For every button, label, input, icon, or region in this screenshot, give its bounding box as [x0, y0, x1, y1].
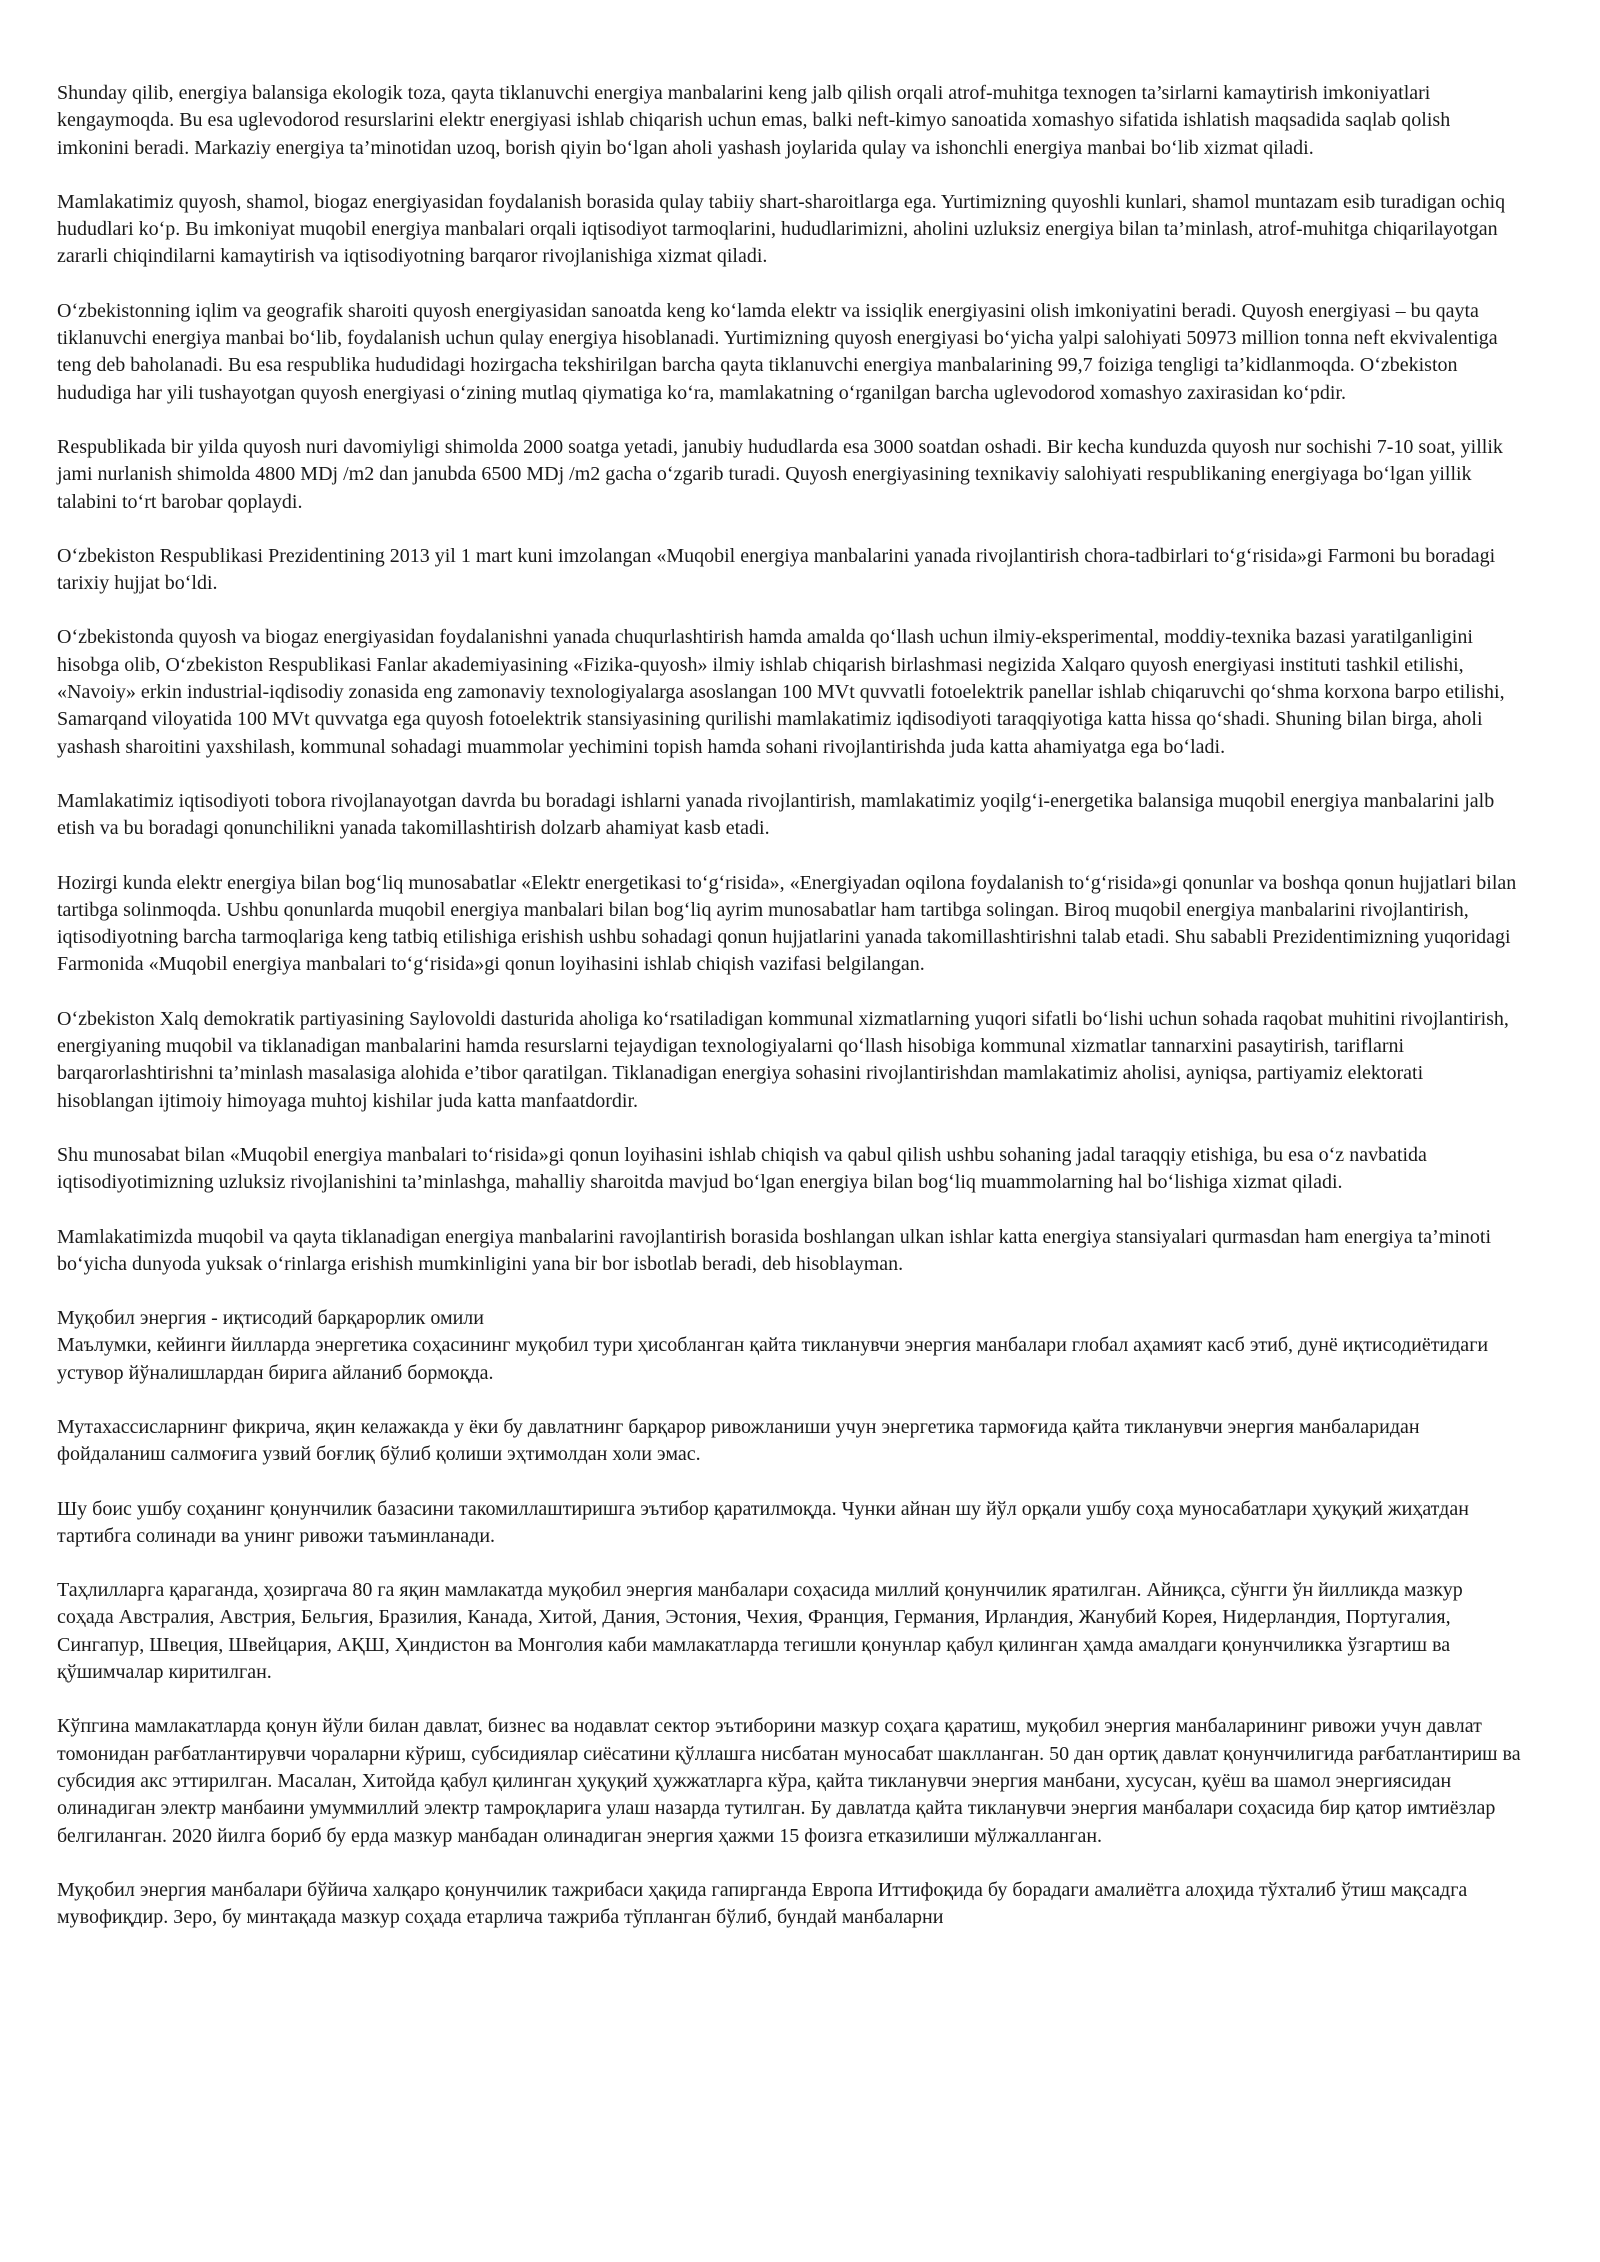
paragraph-8: Hozirgi kunda elektr energiya bilan bog‘liq munosabatlar «Elektr energetikasi to‘g‘risida», «Energiyadan oqilona foydalanish to‘g‘risida»gi qonunlar va boshqa qonun hujjatlari bilan tartibga solinmoqda. Ushbu qonunlarda muqobil energiya manbalari bilan bog‘liq ayrim munosabatlar ham tartibga solingan. Biroq muqobil energiya manbalarini rivojlantirish, iqtisodiyotning barcha tarmoqlariga keng tatbiq etilishiga erishish ushbu sohadagi qonun hujjatlarini yanada takomillashtirishni talab etadi. Shu sababli Prezidentimizning yuqoridagi Farmonida «Muqobil energiya manbalari to‘g‘risida»gi qonun loyihasini ishlab chiqish vazifasi belgilangan.: [57, 871, 1517, 976]
document-body: [57, 80, 1522, 1958]
paragraph-5: O‘zbekiston Respublikasi Prezidentining 2013 yil 1 mart kuni imzolangan «Muqobil energiya manbalarini yanada rivojlantirish chora-tadbirlari to‘g‘risida»gi Farmoni bu boradagi tarixiy hujjat bo‘ldi.: [57, 544, 1496, 595]
paragraph-7: Mamlakatimiz iqtisodiyoti tobora rivojlanayotgan davrda bu boradagi ishlarni yanada rivojlantirish, mamlakatimiz yoqilg‘i-energetika balansiga muqobil energiya manbalarini jalb etish va bu boradagi qonunchilikni yanada takomillashtirish dolzarb ahamiyat kasb etadi.: [57, 789, 1495, 840]
paragraph-10: Shu munosabat bilan «Muqobil energiya manbalari to‘risida»gi qonun loyihasini ishlab chiqish va qabul qilish ushbu sohaning jadal taraqqiy etishiga, bu esa o‘z navbatida iqtisodiyotimizning uzluksiz rivojlanishini ta’minlashga, mahalliy sharoitda mavjud bo‘lgan energiya bilan bog‘liq muammolarning hal bo‘lishiga xizmat qiladi.: [57, 1143, 1427, 1194]
cyrillic-paragraph-2: Мутахассисларнинг фикрича, яқин келажакда у ёки бу давлатнинг барқарор ривожланиши учун энергетика тармоғида қайта тикланувчи энергия манбаларидан фойдаланиш салмоғига узвий боғлиқ бўлиб қолиши эҳтимолдан холи эмас.: [57, 1415, 1420, 1466]
cyrillic-paragraph-3: Шу боис ушбу соҳанинг қонунчилик базасини такомиллаштиришга эътибор қаратилмоқда. Чунки айнан шу йўл орқали ушбу соҳа муносабатлари ҳуқуқий жиҳатдан тартибга солинади ва унинг ривожи таъминланади.: [57, 1497, 1469, 1547]
cyrillic-paragraph-5: Кўпгина мамлакатларда қонун йўли билан давлат, бизнес ва нодавлат сектор эътиборини мазкур соҳага қаратиш, муқобил энергия манбаларининг ривожи учун давлат томонидан рағбатлантирувчи чораларни кўриш, субсидиялар сиёсатини қўллашга нисбатан муносабат шаклланган. 50 дан ортиқ давлат қонунчилигида рағбатлантириш ва субсидия акс эттирилган. Масалан, Хитойда қабул қилинган ҳуқуқий ҳужжатларга кўра, қайта тикланувчи энергия манбани, хусусан, қуёш ва шамол энергиясидан олинадиган электр манбаини умуммиллий электр тамроқларига улаш назарда тутилган. Бу давлатда қайта тикланувчи энергия манбалари соҳасида бир қатор имтиёзлар белгиланган. 2020 йилга бориб бу ерда мазкур манбадан олинадиган энергия ҳажми 15 фоизга етказилиши мўлжалланган.: [57, 1715, 1521, 1847]
paragraph-3: O‘zbekistonning iqlim va geografik sharoiti quyosh energiyasidan sanoatda keng ko‘lamda elektr va issiqlik energiyasini olish imkoniyatini beradi. Quyosh energiyasi – bu qayta tiklanuvchi energiya manbai bo‘lib, foydalanish uchun qulay energiya hisoblanadi. Yurtimizning quyosh energiyasi bo‘yicha yalpi salohiyati 50973 million tonna neft ekvivalentiga teng deb baholanadi. Bu esa respublika hududidagi hozirgacha tekshirilgan barcha qayta tiklanuvchi energiya manbalarining 99,7 foiziga tengligi ta’kidlanmoqda. O‘zbekiston hududiga har yili tushayotgan quyosh energiyasi o‘zining mutlaq qiymatiga ko‘ra, mamlakatning o‘rganilgan barcha uglevodorod xomashyo zaxirasidan ko‘pdir.: [57, 299, 1498, 404]
paragraph-4: Respublikada bir yilda quyosh nuri davomiyligi shimolda 2000 soatga yetadi, janubiy hududlarda esa 3000 soatdan oshadi. Bir kecha kunduzda quyosh nur sochishi 7-10 soat, yillik jami nurlanish shimolda 4800 MDj /m2 dan janubda 6500 MDj /m2 gacha o‘zgarib turadi. Quyosh energiyasining texnikaviy salohiyati respublikaning energiyaga bo‘lgan yillik talabini to‘rt barobar qoplaydi.: [57, 435, 1503, 513]
paragraph-6: O‘zbekistonda quyosh va biogaz energiyasidan foydalanishni yanada chuqurlashtirish hamda amalda qo‘llash uchun ilmiy-eksperimental, moddiy-texnika bazasi yaratilganligini hisobga olib, O‘zbekiston Respublikasi Fanlar akademiyasining «Fizika-quyosh» ilmiy ishlab chiqarish birlashmasi negizida Xalqaro quyosh energiyasi instituti tashkil etilishi, «Navoiy» erkin industrial-iqdisodiy zonasida eng zamonaviy texnologiyalarga asoslangan 100 MVt quvvatli fotoelektrik panellar ishlab chiqaruvchi qo‘shma korxona barpo etilishi, Samarqand viloyatida 100 MVt quvvatga ega quyosh fotoelektrik stansiyasining qurilishi mamlakatimiz iqdisodiyoti taraqqiyotiga katta hissa qo‘shadi. Shuning bilan birga, aholi yashash sharoitini yaxshilash, kommunal sohadagi muammolar yechimini topish hamda sohani rivojlantirishda juda katta ahamiyatga ega bo‘ladi.: [57, 626, 1505, 758]
paragraph-9: O‘zbekiston Xalq demokratik partiyasining Saylovoldi dasturida aholiga ko‘rsatiladigan kommunal xizmatlarning yuqori sifatli bo‘lishi uchun sohada raqobat muhitini rivojlantirish, energiyaning muqobil va tiklanadigan manbalarini hamda resurslarni tejaydigan texnologiyalarni qo‘llash hisobiga kommunal xizmatlar tannarxini pasaytirish, tariflarni barqarorlashtirishni ta’minlash masalasiga alohida e’tibor qaratilgan. Tiklanadigan energiya sohasini rivojlantirishdan mamlakatimiz aholisi, ayniqsa, partiyamiz elektorati hisoblangan ijtimoiy himoyaga muhtoj kishilar juda katta manfaatdordir.: [57, 1007, 1509, 1112]
paragraph-1: Shunday qilib, energiya balansiga ekologik toza, qayta tiklanuvchi energiya manbalarini keng jalb qilish orqali atrof-muhitga texnogen ta’sirlarni kamaytirish imkoniyatlari kengaymoqda. Bu esa uglevodorod resurslarini elektr energiyasi ishlab chiqarish uchun emas, balki neft-kimyo sanoatida xomashyo sifatida ishlatish maqsadida saqlab qolish imkonini beradi. Markaziy energiya ta’minotidan uzoq, borish qiyin bo‘lgan aholi yashash joylarida qulay va ishonchli energiya manbai bo‘lib xizmat qiladi.: [57, 82, 1451, 159]
paragraph-11: Mamlakatimizda muqobil va qayta tiklanadigan energiya manbalarini ravojlantirish borasida boshlangan ulkan ishlar katta energiya stansiyalari qurmasdan ham energiya ta’minoti bo‘yicha dunyoda yuksak o‘rinlarga erishish mumkinligini yana bir bor isbotlab beradi, deb hisoblayman.: [57, 1225, 1492, 1275]
cyrillic-paragraph-6: Муқобил энергия манбалари бўйича халқаро қонунчилик тажрибаси ҳақида гапирганда Европа Иттифоқида бу борадаги амалиётга алоҳида тўхталиб ўтиш мақсадга мувофиқдир. Зеро, бу минтақада мазкур соҳада етарлича тажриба тўпланган бўлиб, бундай манбаларни: [57, 1878, 1468, 1929]
cyrillic-paragraph-1: Маълумки, кейинги йилларда энергетика соҳасининг муқобил тури ҳисобланган қайта тикланувчи энергия манбалари глобал аҳамият касб этиб, дунё иқтисодиётидаги устувор йўналишлардан бирига айланиб бормоқда.: [57, 1334, 1489, 1384]
section-heading: Муқобил энергия - иқтисодий барқарорлик омили: [57, 1307, 484, 1330]
cyrillic-paragraph-4: Таҳлилларга қараганда, ҳозиргача 80 га яқин мамлакатда муқобил энергия манбалари соҳасида миллий қонунчилик яратилган. Айниқса, сўнгги ўн йилликда мазкур соҳада Австралия, Австрия, Бельгия, Бразилия, Канада, Хитой, Дания, Эстония, Чехия, Франция, Германия, Ирландия, Жанубий Корея, Нидерландия, Португалия, Сингапур, Швеция, Швейцария, АҚШ, Ҳиндистон ва Монголия каби мамлакатларда тегишли қонунлар қабул қилинган ҳамда амалдаги қонунчиликка ўзгартиш ва қўшимчалар киритилган.: [57, 1579, 1463, 1684]
paragraph-2: Mamlakatimiz quyosh, shamol, biogaz energiyasidan foydalanish borasida qulay tabiiy shart-sharoitlarga ega. Yurtimizning quyoshli kunlari, shamol muntazam esib turadigan ochiq hududlari ko‘p. Bu imkoniyat muqobil energiya manbalari orqali iqtisodiyot tarmoqlarini, hududlarimizni, aholini uzluksiz energiya bilan ta’minlash, atrof-muhitga chiqarilayotgan zararli chiqindilarni kamaytirish va iqtisodiyotning barqaror rivojlanishiga xizmat qiladi.: [57, 190, 1506, 268]
